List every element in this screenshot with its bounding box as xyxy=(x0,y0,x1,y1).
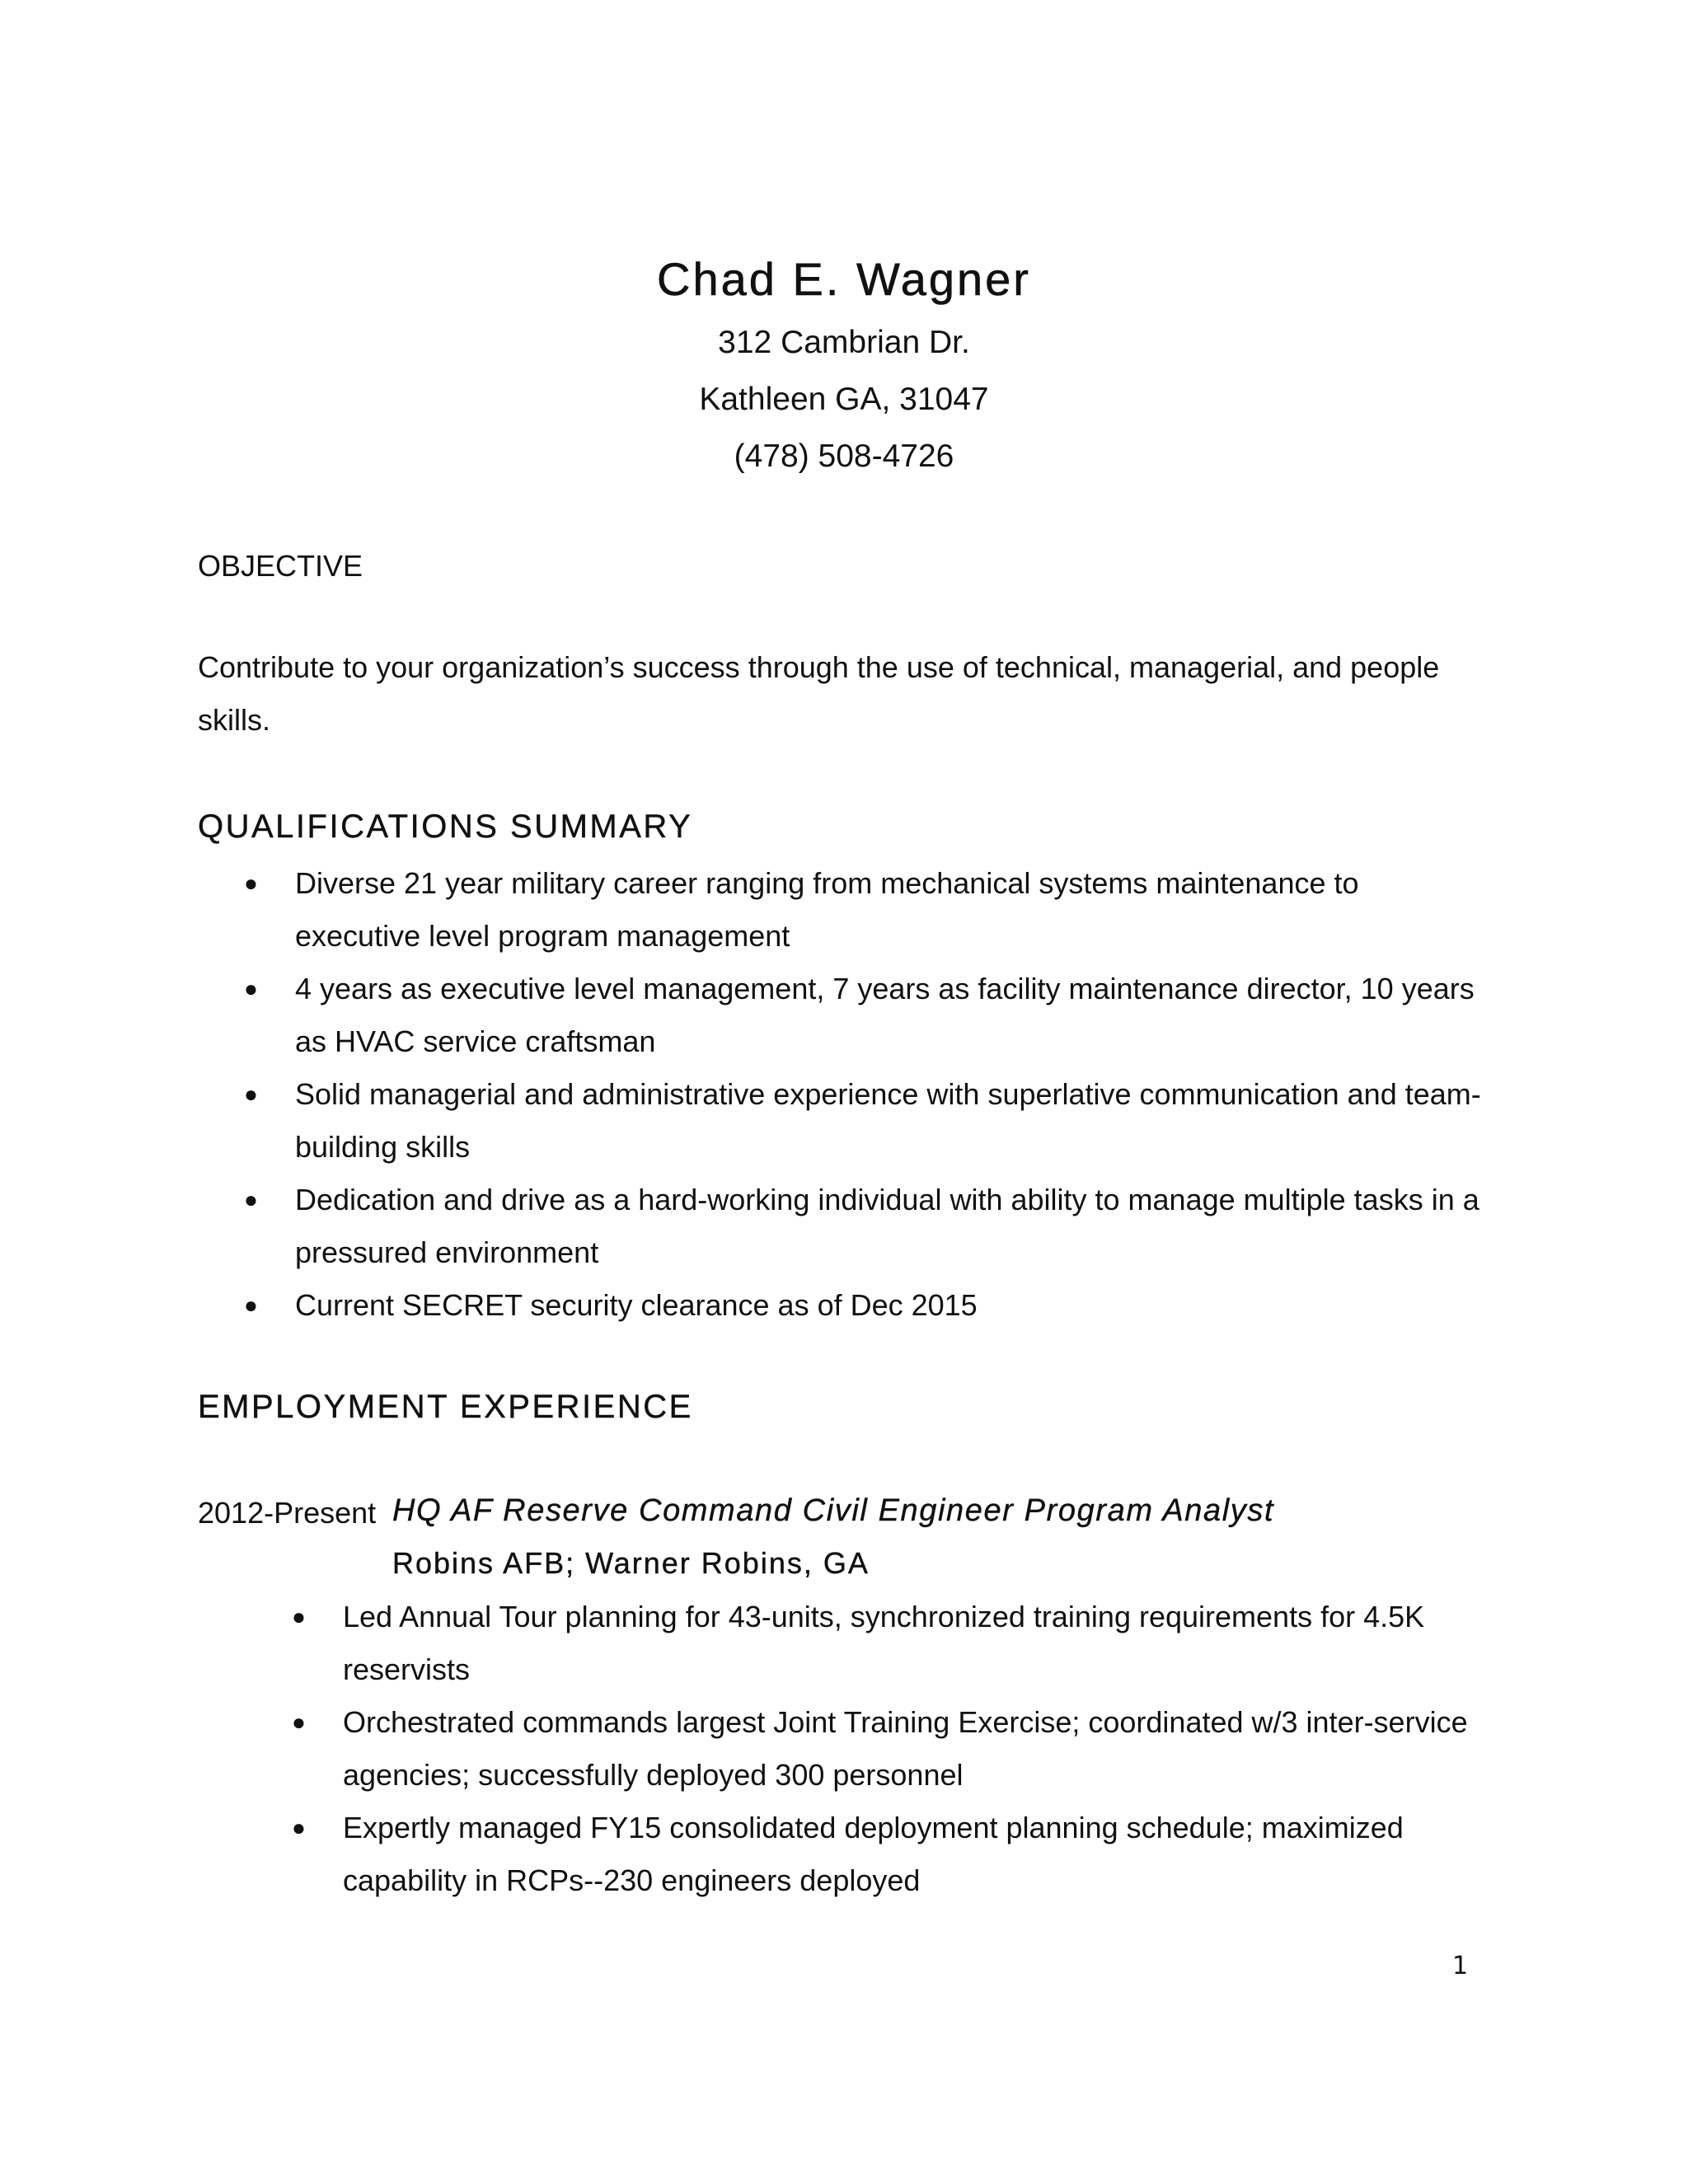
bullet-dot-icon: ● xyxy=(244,1292,258,1318)
bullet-dot-icon: ● xyxy=(292,1604,306,1629)
address-line-2: Kathleen GA, 31047 xyxy=(699,382,989,417)
bullet-dot-icon: ● xyxy=(292,1815,306,1840)
list-item xyxy=(292,1591,1480,1696)
qualification-text: Dedication and drive as a hard-working individual with ability to manage multiple tasks in a pressured environment xyxy=(295,1183,1479,1269)
list-item xyxy=(292,1802,1480,1907)
candidate-name: Chad E. Wagner xyxy=(657,253,1031,305)
phone-number: (478) 508-4726 xyxy=(734,438,954,474)
job-duty-text: Orchestrated commands largest Joint Training Exercise; coordinated w/3 inter-service agencies; successfully deployed 300 personnel xyxy=(343,1705,1468,1792)
page-number: 1 xyxy=(1452,1952,1469,1980)
qualification-text: Current SECRET security clearance as of Dec 2015 xyxy=(295,1288,978,1322)
objective-text: Contribute to your organization’s success through the use of technical, managerial, and people skills. xyxy=(198,650,1440,737)
list-item xyxy=(244,1279,1482,1332)
bullet-dot-icon: ● xyxy=(292,1709,306,1735)
job-duty-text: Expertly managed FY15 consolidated deployment planning schedule; maximized capability in RCPs--230 engineers deployed xyxy=(343,1811,1404,1897)
job-duty-text: Led Annual Tour planning for 43-units, synchronized training requirements for 4.5K reservists xyxy=(343,1600,1425,1686)
bullet-dot-icon: ● xyxy=(244,976,258,1001)
list-item xyxy=(244,1068,1482,1174)
qualification-text: Diverse 21 year military career ranging from mechanical systems maintenance to executive level program management xyxy=(295,866,1359,953)
address-line-1: 312 Cambrian Dr. xyxy=(718,325,970,360)
qualifications-heading: QUALIFICATIONS SUMMARY xyxy=(198,808,693,845)
qualification-text: Solid managerial and administrative experience with superlative communication and team-building skills xyxy=(295,1077,1481,1164)
employment-heading: EMPLOYMENT EXPERIENCE xyxy=(198,1389,693,1425)
list-item xyxy=(244,1174,1482,1279)
objective-heading: OBJECTIVE xyxy=(198,549,363,583)
list-item xyxy=(292,1696,1480,1802)
job-duties-list xyxy=(292,1591,1480,1907)
job-title: HQ AF Reserve Command Civil Engineer Program Analyst xyxy=(392,1493,1275,1528)
bullet-dot-icon: ● xyxy=(244,1187,258,1212)
bullet-dot-icon: ● xyxy=(244,1081,258,1107)
list-item xyxy=(244,963,1482,1068)
qualifications-list xyxy=(244,857,1482,1332)
job-location: Robins AFB; Warner Robins, GA xyxy=(392,1546,870,1580)
qualification-text: 4 years as executive level management, 7 years as facility maintenance director, 10 years as HVAC service craftsman xyxy=(295,972,1475,1058)
bullet-dot-icon: ● xyxy=(244,870,258,896)
list-item xyxy=(244,857,1482,963)
job-dates: 2012-Present xyxy=(198,1496,377,1530)
